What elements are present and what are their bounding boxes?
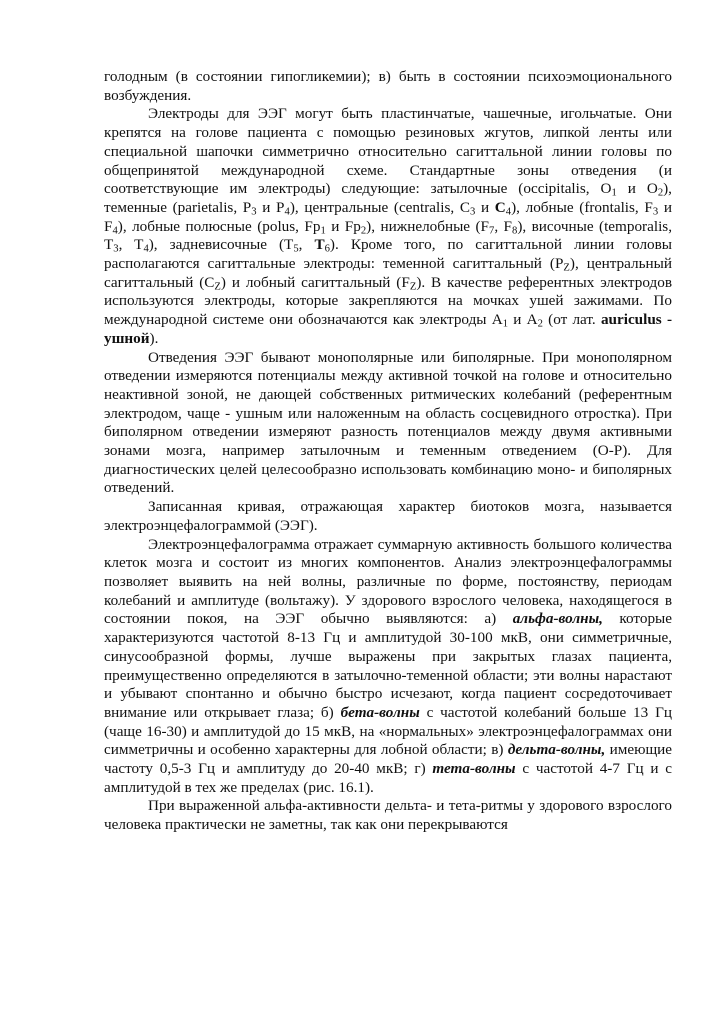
document-page [104,68,672,835]
term-alpha-waves: альфа-волны, [512,610,603,628]
term-beta-waves: бета-волны [340,703,420,721]
term-theta-waves: тета-волны [432,760,516,778]
term-delta-waves: дельта-волны, [507,741,606,759]
paragraph-eeg-definition: Записанная кривая, отражающая характер биотоков мозга, называется электроэнцефалограммой (ЭЭГ). [104,498,672,534]
paragraph-waves: Электроэнцефалограмма отражает суммарную активность большого количества клеток мозга и состоит из многих компонентов. Анализ электроэнцефалограммы позволяет выявить на ней волны, различные по форме, постоянству, периодам колебаний и амплитуде (вольтажу). У здорового взрослого человека, находящегося в состоянии покоя, на ЭЭГ обычно выявляются: а) альфа-волны, которые характеризуются частотой 8-13 Гц и амплитудой 30-100 мкВ, они симметричные, синусообразной формы, лучше выражены при закрытых глазах пациента, преимущественно определяются в затылочно-теменной области; эти волны нарастают и убывают спонтанно и обычно быстро исчезают, когда пациент сосредоточивает внимание или открывает глаза; б) бета-волны с частотой колебаний больше 13 Гц (чаще 16-30) и амплитудой до 15 мкВ, на «нормальных» электроэнцефалограммах они симметричны и особенно характерны для лобной области; в) дельта-волны, имеющие частоту 0,5-3 Гц и амплитуду до 20-40 мкВ; г) тета-волны с частотой 4-7 Гц и с амплитудой в тех же пределах (рис. 16.1). [104,535,673,796]
paragraph-continuation: голодным (в состоянии гипогликемии); в) быть в состоянии психоэмоционального возбуждения. [104,68,672,104]
paragraph-electrodes: Электроды для ЭЭГ могут быть пластинчатые, чашечные, игольчатые. Они крепятся на голове пациента с помощью резиновых жгутов, липкой ленты или специальной шапочки симметрично относительно сагиттальной линии головы по общепринятой международной схеме. Стандартные зоны отведения (и соответствующие им электроды) следующие: затылочные (occipitalis, $O_1$ и $O_2$), теменные (parietalis, $P_3$ и $P_4$), центральные (centralis, $C_3$ и $C_4$), лобные (frontalis, $F_3$ и $F_4$), лобные полюсные (polus, $Fp_1$ и $Fp_2$), нижнелобные ($F_7$, $F_8$), височные (temporalis, $T_3$, $T_4$), задневисочные ($T_5$, $T_6$). Кроме того, по сагиттальной линии головы располагаются сагиттальные электроды: теменной сагиттальный $(P_Z)$, центральный сагиттальный $(C_Z)$ и лобный сагиттальный $(F_Z)$. В качестве референтных электродов используются электроды, которые закрепляются на мочках ушей зажимами. По международной системе они обозначаются как электроды $A_1$ и $A_2$ (от лат. auriculus - ушной). [104,105,672,347]
paragraph-alpha-activity: При выраженной альфа-активности дельта- и тета-ритмы у здорового взрослого человека практически не заметны, так как они перекрываются [104,797,672,834]
paragraph-leads: Отведения ЭЭГ бывают монополярные или биполярные. При монополярном отведении измеряются потенциалы между активной точкой на голове и относительно неактивной зоной, не дающей собственных ритмических колебаний (референтным электродом, чаще - ушным или наложенным на область сосцевидного отростка). При биполярном отведении измеряют разность потенциалов между двумя активными зонами мозга, например затылочным и теменным отведением (O-P). Для диагностических целей целесообразно использовать комбинацию моно- и биполярных отведений. [104,348,672,497]
